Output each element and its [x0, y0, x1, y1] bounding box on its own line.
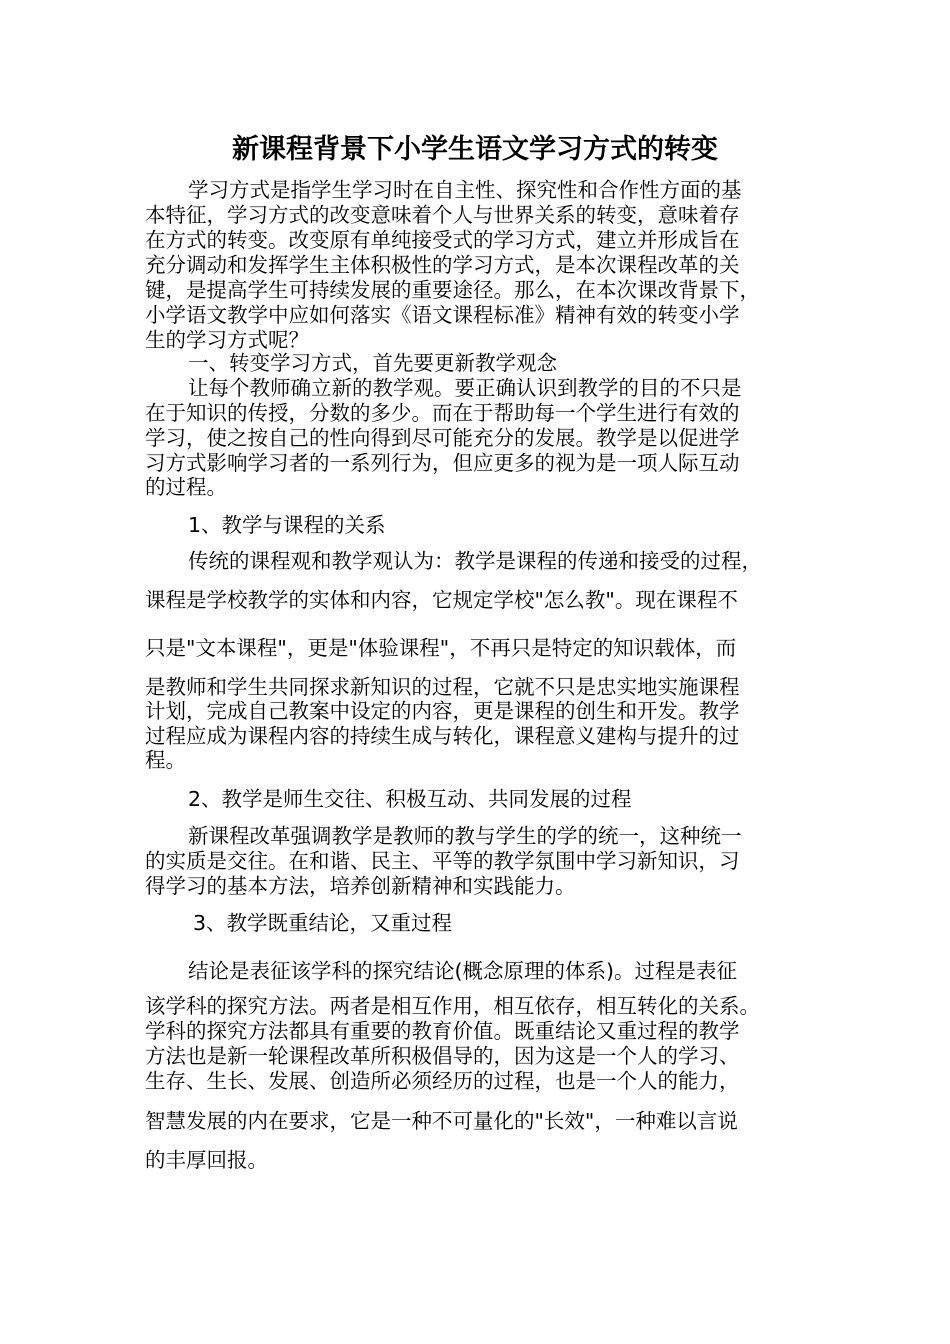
text-line: 小学语文教学中应如何落实《语文课程标准》精神有效的转变小学 [145, 303, 740, 327]
text-line: 充分调动和发挥学生主体积极性的学习方式，是本次课程改革的关 [145, 253, 740, 277]
text-line: 结论是表征该学科的探究结论(概念原理的体系)。过程是表征 [188, 959, 737, 983]
text-line: 课程是学校教学的实体和内容，它规定学校"怎么教"。现在课程不 [145, 588, 738, 612]
text-line: 学习，使之按自己的性向得到尽可能充分的发展。教学是以促进学 [145, 426, 740, 450]
text-line: 智慧发展的内在要求，它是一种不可量化的"长效"，一种难以言说 [145, 1109, 738, 1133]
text-line: 习方式影响学习者的一系列行为，但应更多的视为是一项人际互动 [145, 451, 740, 475]
text-line: 程。 [145, 748, 186, 772]
text-line: 的丰厚回报。 [145, 1148, 268, 1172]
text-line: 过程应成为课程内容的持续生成与转化，课程意义建构与提升的过 [145, 724, 740, 748]
text-line: 是教师和学生共同探求新知识的过程，它就不只是忠实地实施课程 [145, 675, 740, 699]
text-line: 的实质是交往。在和谐、民主、平等的教学氛围中学习新知识，习 [145, 849, 740, 873]
text-line: 在于知识的传授，分数的多少。而在于帮助每一个学生进行有效的 [145, 401, 740, 425]
subsection-heading: 2、教学是师生交往、积极互动、共同发展的过程 [188, 787, 632, 811]
text-line: 键，是提高学生可持续发展的重要途径。那么，在本次课改背景下， [145, 278, 760, 302]
subsection-heading: 3、教学既重结论，又重过程 [193, 911, 453, 935]
text-line: 生存、生长、发展、创造所必须经历的过程，也是一个人的能力， [145, 1069, 740, 1093]
text-line: 新课程改革强调教学是教师的教与学生的学的统一，这种统一 [188, 824, 742, 848]
text-line: 该学科的探究方法。两者是相互作用，相互依存，相互转化的关系。 [145, 994, 760, 1018]
text-line: 方法也是新一轮课程改革所积极倡导的，因为这是一个人的学习、 [145, 1044, 740, 1068]
text-line: 生的学习方式呢？ [145, 328, 309, 352]
text-line: 的过程。 [145, 475, 227, 499]
document-title: 新课程背景下小学生语文学习方式的转变 [232, 134, 718, 165]
text-line: 学习方式是指学生学习时在自主性、探究性和合作性方面的基 [188, 178, 742, 202]
text-line: 让每个教师确立新的教学观。要正确认识到教学的目的不只是 [188, 376, 742, 400]
text-line: 本特征，学习方式的改变意味着个人与世界关系的转变，意味着存 [145, 203, 740, 227]
text-line: 得学习的基本方法，培养创新精神和实践能力。 [145, 874, 576, 898]
section-heading: 一、转变学习方式，首先要更新教学观念 [188, 351, 557, 375]
text-line: 计划，完成自己教案中设定的内容，更是课程的创生和开发。教学 [145, 699, 740, 723]
text-line: 在方式的转变。改变原有单纯接受式的学习方式，建立并形成旨在 [145, 228, 740, 252]
text-line: 传统的课程观和教学观认为：教学是课程的传递和接受的过程， [188, 549, 762, 573]
text-line: 只是"文本课程"，更是"体验课程"，不再只是特定的知识载体，而 [145, 636, 737, 660]
text-line: 学科的探究方法都具有重要的教育价值。既重结论又重过程的教学 [145, 1019, 740, 1043]
subsection-heading: 1、教学与课程的关系 [188, 513, 386, 537]
